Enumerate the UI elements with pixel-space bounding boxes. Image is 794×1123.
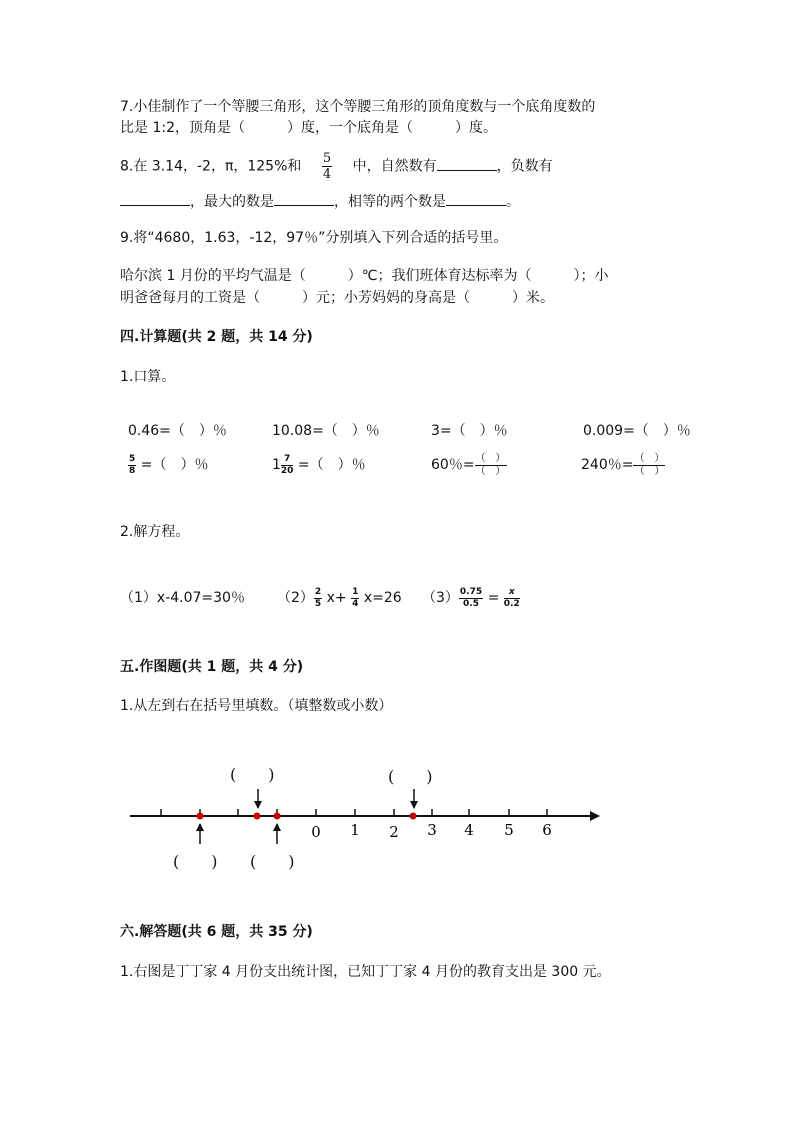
red-point xyxy=(410,813,417,820)
eq2-frac1 xyxy=(314,588,322,609)
q8-line1 xyxy=(120,152,553,181)
oral-r2-c1-rest: =（ ）％ xyxy=(140,457,209,473)
section4-heading: 四.计算题(共 2 题，共 14 分) xyxy=(120,329,313,345)
frac-den: 4 xyxy=(352,598,359,609)
section4-q2-title: 2.解方程。 xyxy=(120,524,190,540)
frac-den: 20 xyxy=(280,465,294,476)
q8-frac-num: 5 xyxy=(322,151,332,166)
q9-title: 9.将“4680，1.63，-12，97％”分别填入下列合适的括号里。 xyxy=(120,230,508,246)
eq3-frac1 xyxy=(459,588,483,609)
oral-r2-c4 xyxy=(581,453,665,477)
q8-line2-a: ，最大的数是 xyxy=(190,194,274,210)
eq2-label: （2） xyxy=(277,590,314,606)
frac-den: 8 xyxy=(129,465,136,476)
oral-r2-c1-frac xyxy=(128,455,136,476)
red-point xyxy=(254,813,261,820)
tick-label-3: 3 xyxy=(427,821,437,839)
q9-line2: 明爸爸每月的工资是（ ）元；小芳妈妈的身高是（ ）米。 xyxy=(120,290,554,306)
paren-below-2[interactable]: ( ) xyxy=(250,852,295,871)
tick-label-5: 5 xyxy=(504,821,514,839)
q8-blank-negative[interactable] xyxy=(120,205,190,206)
paren-above-2[interactable]: ( ) xyxy=(388,767,433,786)
q9-line1: 哈尔滨 1 月份的平均气温是（ ）℃；我们班体育达标率为（ ）；小 xyxy=(120,268,609,284)
q8-frac-den: 4 xyxy=(322,167,332,182)
section6-q1: 1.右图是丁丁家 4 月份支出统计图，已知丁丁家 4 月份的教育支出是 300 元。 xyxy=(120,964,611,980)
oral-r2-c2-rest: =（ ）％ xyxy=(297,457,366,473)
frac-num[interactable]: （ ） xyxy=(475,452,506,464)
section6-heading: 六.解答题(共 6 题，共 35 分) xyxy=(120,924,313,940)
oral-r2-c1 xyxy=(128,453,208,477)
paren-above-1[interactable]: ( ) xyxy=(230,765,275,784)
mixed-whole: 1 xyxy=(272,457,281,473)
oral-r2-c3-frac xyxy=(475,454,507,477)
q8-line2-b: ，相等的两个数是 xyxy=(334,194,446,210)
tick-label-0: 0 xyxy=(311,823,321,841)
q8-prefix: 8.在 3.14，-2，π，125%和 xyxy=(120,158,302,175)
tick-label-1: 1 xyxy=(350,821,360,839)
eq2-frac2 xyxy=(351,588,359,609)
equation-2 xyxy=(277,586,402,610)
frac-num[interactable]: （ ） xyxy=(634,452,665,464)
frac-num: 7 xyxy=(281,455,294,466)
eq2-mid: x+ xyxy=(326,590,347,606)
oral-r1-c2: 10.08=（ ）％ xyxy=(272,423,380,439)
q8-mid: 中，自然数有 xyxy=(352,158,437,175)
oral-r2-c2 xyxy=(272,453,366,477)
q8-line2-c: 。 xyxy=(506,194,520,210)
red-point xyxy=(197,813,204,820)
oral-r1-c3: 3=（ ）％ xyxy=(431,423,508,439)
section4-q1-title: 1.口算。 xyxy=(120,369,176,385)
frac-num: x xyxy=(504,588,520,599)
equation-3 xyxy=(422,586,520,610)
oral-r2-c3-lead: 60％= xyxy=(431,457,475,473)
axis-arrowhead xyxy=(590,811,600,821)
frac-num: 5 xyxy=(129,453,136,464)
frac-den: 0.5 xyxy=(463,598,479,609)
oral-r1-c1: 0.46=（ ）％ xyxy=(128,423,227,439)
oral-r2-c4-frac xyxy=(633,454,665,477)
frac-den[interactable]: （ ） xyxy=(634,465,665,477)
number-line xyxy=(120,780,610,850)
frac-num: 1 xyxy=(352,586,359,597)
eq3-frac2 xyxy=(504,588,520,609)
red-point xyxy=(274,813,281,820)
tick-label-2: 2 xyxy=(389,823,399,841)
tick-label-4: 4 xyxy=(464,821,474,839)
q7-line1: 7.小佳制作了一个等腰三角形，这个等腰三角形的顶角度数与一个底角度数的 xyxy=(120,99,596,115)
oral-r2-c3 xyxy=(431,453,507,477)
eq2-end: x=26 xyxy=(363,590,402,606)
q7-line2: 比是 1:2，顶角是（ ）度，一个底角是（ ）度。 xyxy=(120,120,497,136)
q8-fraction xyxy=(322,152,332,181)
tick-label-6: 6 xyxy=(542,821,552,839)
section5-heading: 五.作图题(共 1 题，共 4 分) xyxy=(120,659,304,675)
oral-r1-c4: 0.009=（ ）％ xyxy=(583,423,691,439)
oral-r2-c4-lead: 240％= xyxy=(581,457,634,473)
section5-q1-title: 1.从左到右在括号里填数。（填整数或小数） xyxy=(120,698,393,714)
oral-r2-c2-frac xyxy=(281,455,294,476)
q8-blank-natural[interactable] xyxy=(437,170,497,171)
q8-end: ，负数有 xyxy=(496,158,553,175)
frac-num: 2 xyxy=(314,586,322,597)
q8-blank-largest[interactable] xyxy=(274,205,334,206)
frac-den: 5 xyxy=(314,598,322,609)
paren-below-1[interactable]: ( ) xyxy=(173,852,218,871)
q8-line2 xyxy=(120,192,520,212)
equation-1: （1）x-4.07=30％ xyxy=(120,590,245,606)
frac-den: 0.2 xyxy=(503,598,520,609)
eq3-equals: = xyxy=(487,590,500,606)
frac-num: 0.75 xyxy=(459,586,483,597)
q8-blank-equal[interactable] xyxy=(446,205,506,206)
frac-den[interactable]: （ ） xyxy=(475,465,506,477)
eq3-label: （3） xyxy=(422,590,459,606)
